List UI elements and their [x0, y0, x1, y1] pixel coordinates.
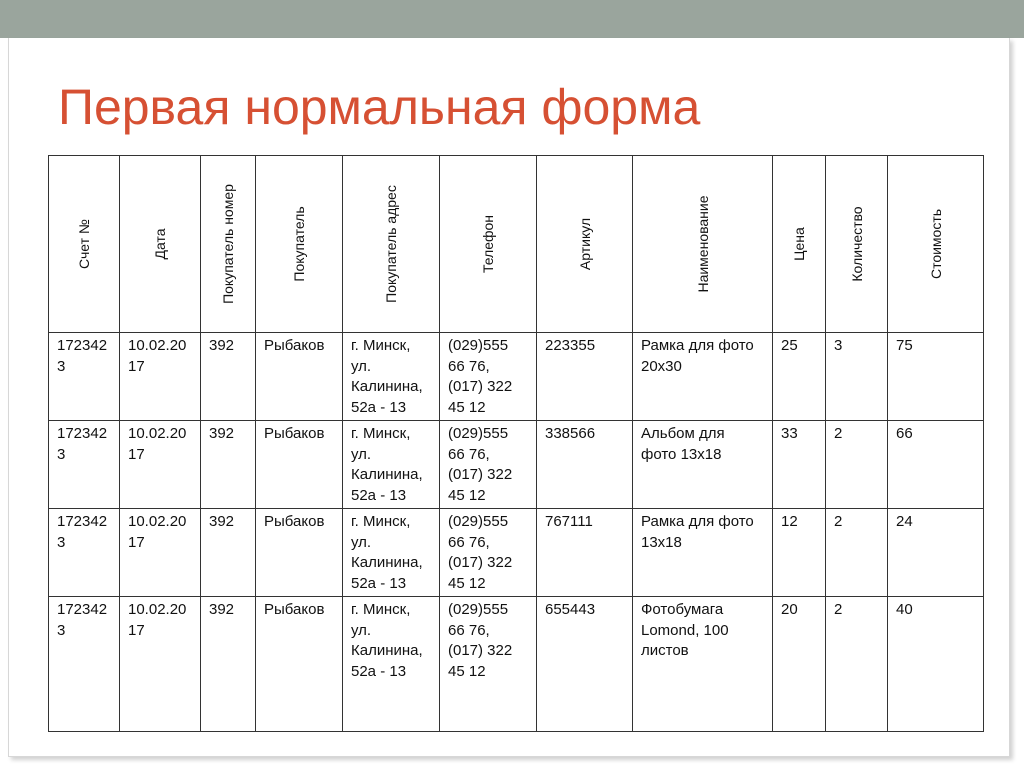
header-row	[49, 156, 984, 333]
table-cell: 10.02.2017	[120, 509, 201, 597]
header-cell	[888, 156, 984, 333]
table-cell: (029)555 66 76, (017) 322 45 12	[440, 421, 537, 509]
header-label: Покупатель	[290, 206, 307, 282]
table-cell: Фотобумага Lomond, 100 листов	[633, 597, 773, 732]
table-cell: (029)555 66 76, (017) 322 45 12	[440, 597, 537, 732]
table-cell: Рыбаков	[256, 333, 343, 421]
table-cell: 2	[826, 421, 888, 509]
header-cell	[343, 156, 440, 333]
header-label: Количество	[848, 206, 865, 282]
table-cell: Рыбаков	[256, 421, 343, 509]
table-cell: 20	[773, 597, 826, 732]
table-cell: Рамка для фото 20х30	[633, 333, 773, 421]
header-label: Дата	[151, 228, 168, 260]
table-cell: 655443	[537, 597, 633, 732]
table-cell: 75	[888, 333, 984, 421]
table-row	[49, 421, 984, 509]
header-cell	[773, 156, 826, 333]
table-cell: 392	[201, 509, 256, 597]
table-cell: 66	[888, 421, 984, 509]
table-cell: 1723423	[49, 597, 120, 732]
header-label: Стоимость	[927, 208, 944, 280]
table-cell: г. Минск, ул. Калинина, 52а - 13	[343, 509, 440, 597]
header-cell	[120, 156, 201, 333]
table-cell: (029)555 66 76, (017) 322 45 12	[440, 333, 537, 421]
table-cell: 338566	[537, 421, 633, 509]
table-cell: 767111	[537, 509, 633, 597]
table-cell: г. Минск, ул. Калинина, 52а - 13	[343, 597, 440, 732]
table-row	[49, 333, 984, 421]
header-label: Телефон	[479, 214, 496, 274]
table-cell: 25	[773, 333, 826, 421]
table-cell: 1723423	[49, 509, 120, 597]
header-label: Покупатель номер	[219, 184, 236, 304]
header-cell	[633, 156, 773, 333]
table-cell: 10.02.2017	[120, 421, 201, 509]
table-cell: 40	[888, 597, 984, 732]
table-cell: 10.02.2017	[120, 333, 201, 421]
header-cell	[537, 156, 633, 333]
table-cell: Рыбаков	[256, 509, 343, 597]
table-row	[49, 597, 984, 732]
table-cell: 33	[773, 421, 826, 509]
header-cell	[49, 156, 120, 333]
table-cell: Альбом для фото 13х18	[633, 421, 773, 509]
header-label: Покупатель адрес	[382, 185, 399, 303]
table-cell: 12	[773, 509, 826, 597]
table-cell: 24	[888, 509, 984, 597]
table-cell: 223355	[537, 333, 633, 421]
header-label: Цена	[790, 227, 807, 261]
header-label: Наименование	[694, 195, 711, 293]
table-cell: 1723423	[49, 333, 120, 421]
header-cell	[256, 156, 343, 333]
table-cell: г. Минск, ул. Калинина, 52а - 13	[343, 421, 440, 509]
table-row	[49, 509, 984, 597]
header-cell	[201, 156, 256, 333]
table-cell: Рамка для фото 13х18	[633, 509, 773, 597]
data-table	[48, 155, 984, 732]
table-cell: 3	[826, 333, 888, 421]
table-cell: г. Минск, ул. Калинина, 52а - 13	[343, 333, 440, 421]
table-cell: (029)555 66 76, (017) 322 45 12	[440, 509, 537, 597]
table-cell: 392	[201, 421, 256, 509]
table-cell: 10.02.2017	[120, 597, 201, 732]
table-cell: 392	[201, 597, 256, 732]
table-cell: 1723423	[49, 421, 120, 509]
table-cell: 2	[826, 509, 888, 597]
header-cell	[826, 156, 888, 333]
table-cell: 392	[201, 333, 256, 421]
header-label: Артикул	[576, 217, 593, 271]
table-cell: 2	[826, 597, 888, 732]
header-cell	[440, 156, 537, 333]
slide-title: Первая нормальная форма	[58, 79, 701, 135]
header-label: Счет №	[75, 219, 92, 269]
table-cell: Рыбаков	[256, 597, 343, 732]
slide-top-band	[0, 0, 1024, 38]
